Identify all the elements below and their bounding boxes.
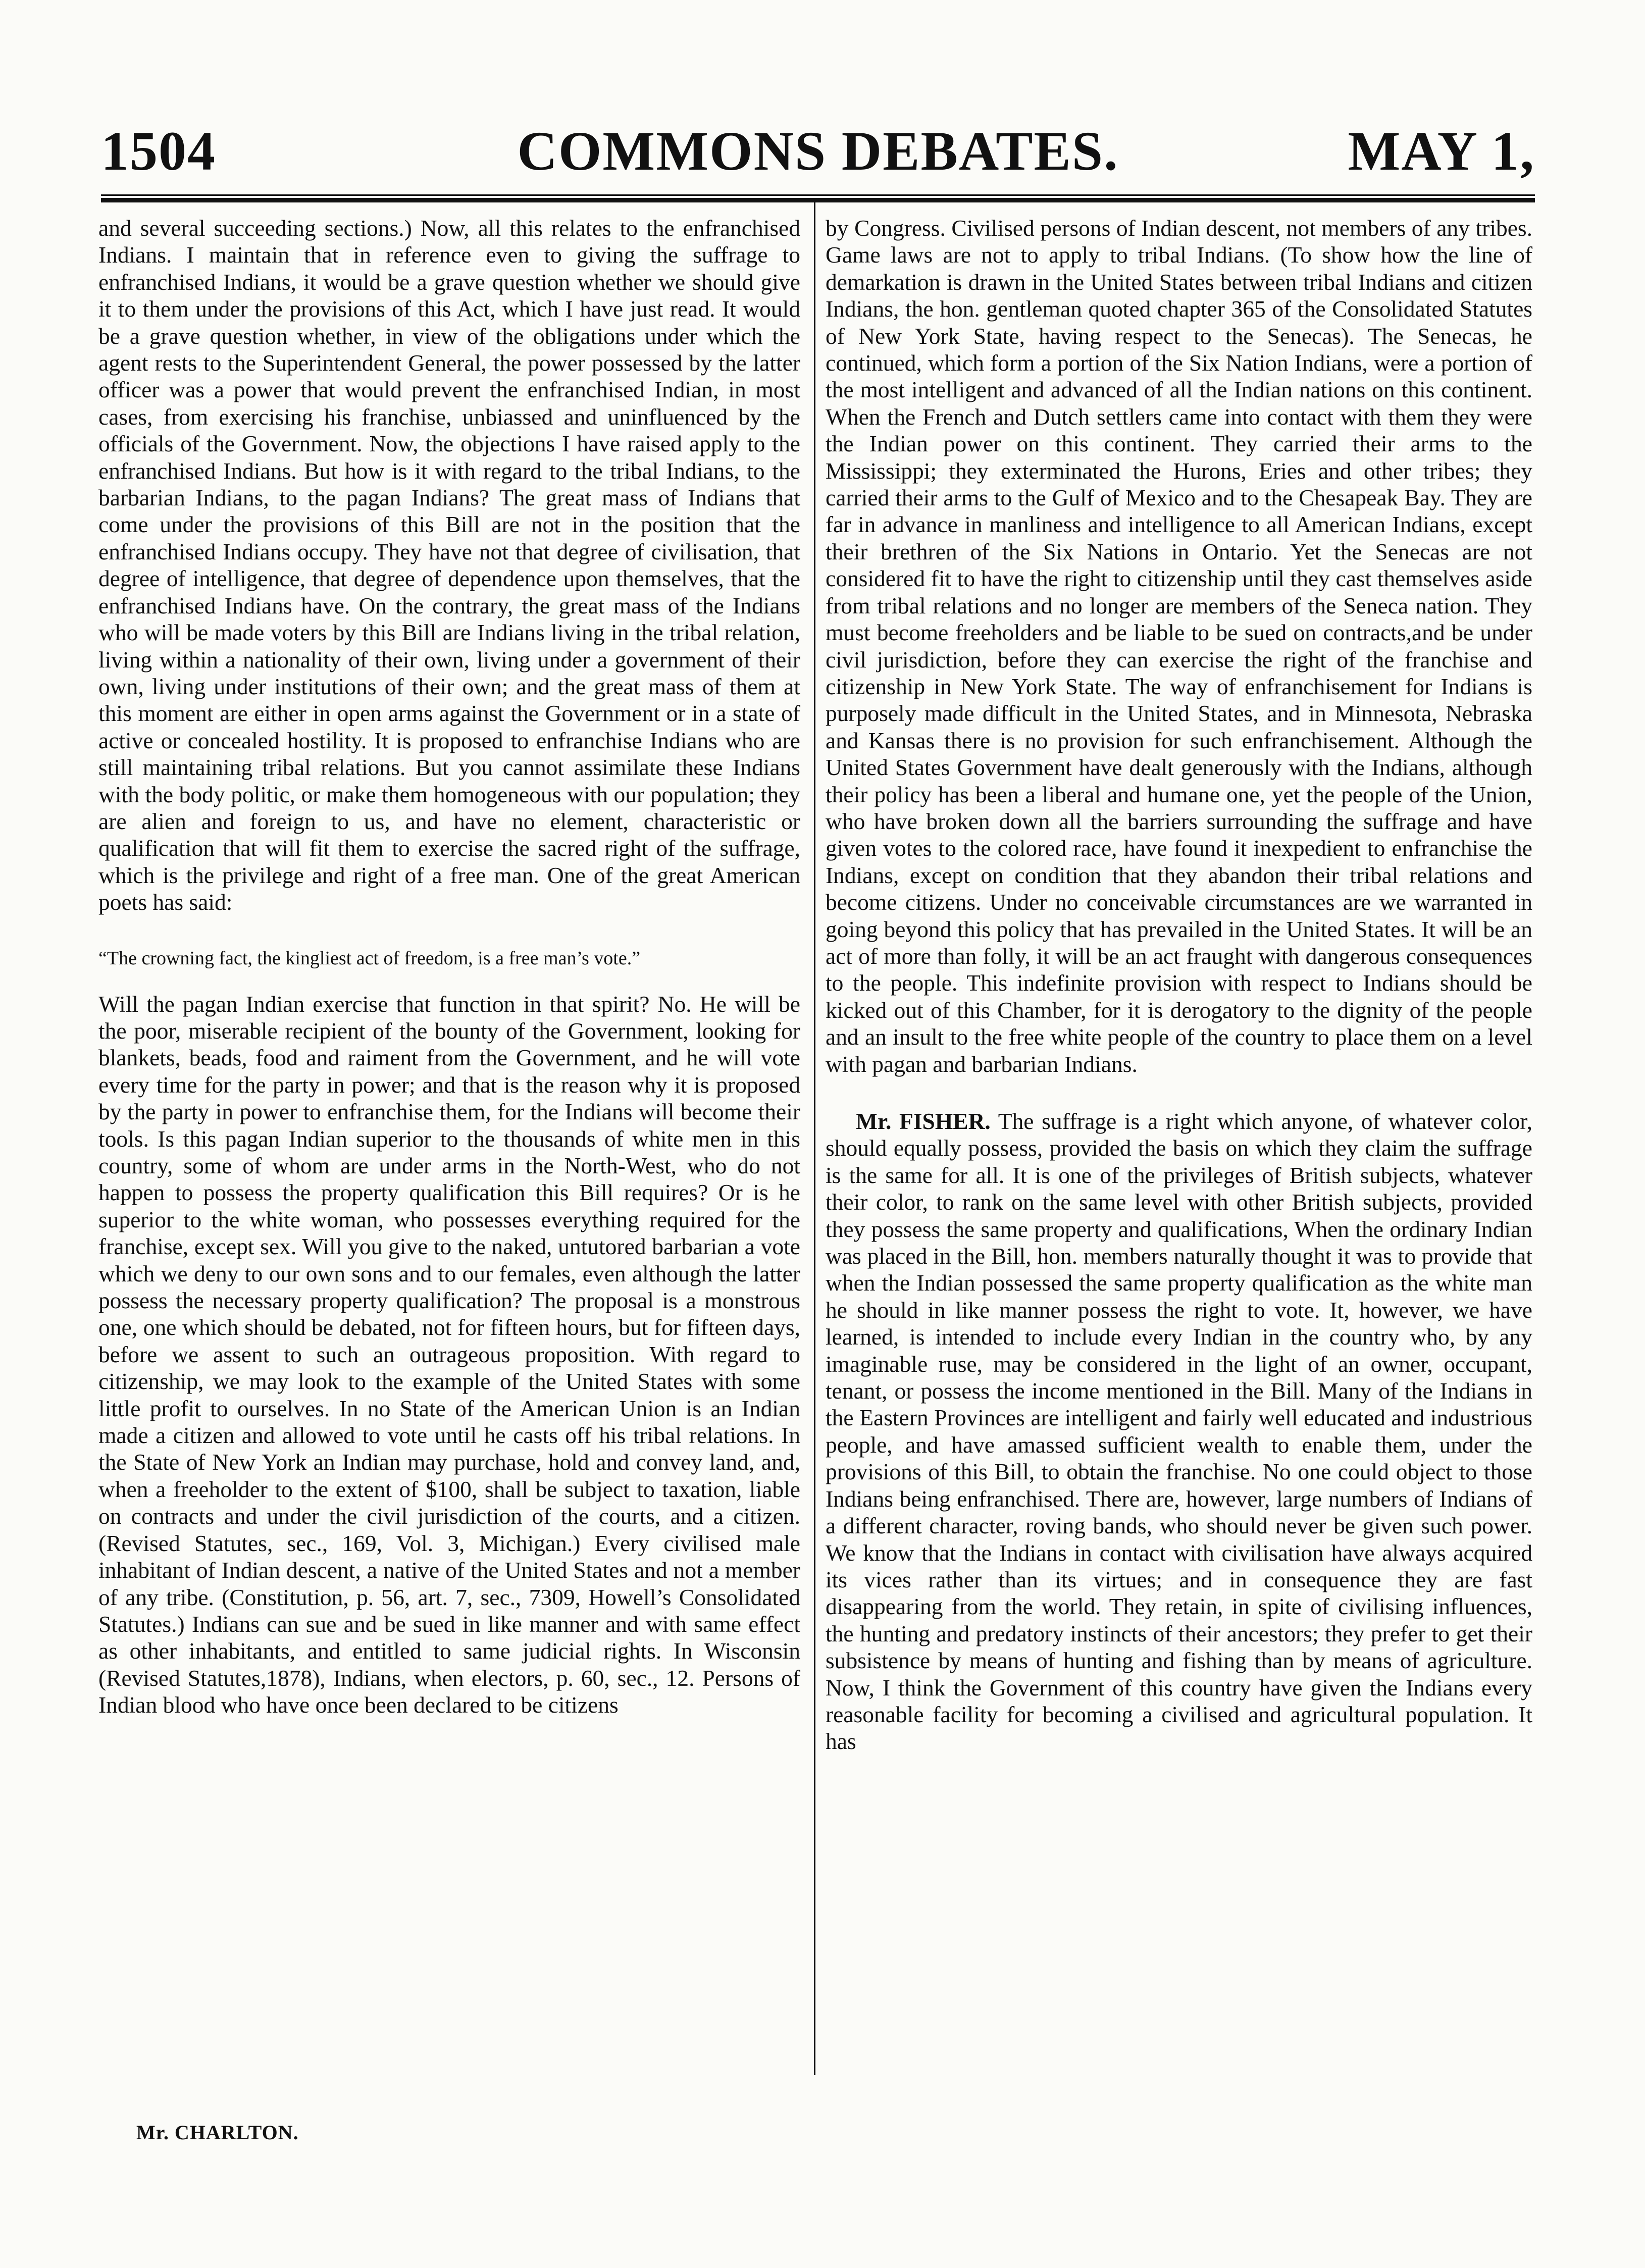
page-header	[101, 117, 1535, 185]
paragraph-gap	[826, 1077, 1532, 1108]
footer-speaker-note: Mr. CHARLTON.	[136, 2121, 299, 2144]
column-divider	[814, 202, 815, 2075]
speaker-text: The suffrage is a right which anyone, of whatever color, should equally possess, provided the basis on which they claim the suffrage is the same for all. It is one of the privileges of British subjects, whatever their color, to rank on the same level with other British subjects, provided they possess the same property and qualifications, When the ordinary Indian was placed in the Bill, hon. members naturally thought it was to provide that when the Indian possessed the same property qualification as the white man he should in like manner possess the right to vote. It, however, we have learned, is intended to include every Indian in the country who, by any imaginable ruse, may be considered in the light of an owner, occupant, tenant, or possess the income mentioned in the Bill. Many of the Indians in the Eastern Provinces are intelligent and fairly well educated and industrious people, and have amassed sufficient wealth to enable them, under the provisions of this Bill, to obtain the franchise. No one could object to those Indians being enfranchised. There are, however, large numbers of Indians of a different character, roving bands, who should never be given such power. We know that the Indians in contact with civilisation have always acquired its vices rather than its virtues; and in consequence they are fast disappearing from the world. They retain, in spite of civilising influences, the hunting and predatory instincts of their ancestors; they prefer to get their subsistence by means of hunting and fishing than by means of agriculture. Now, I think the Government of this country have given the Indians every reasonable facility for becoming a civilised and agricultural population. It has	[826, 1108, 1532, 1755]
header-rule	[101, 194, 1535, 202]
right-column	[826, 215, 1532, 1755]
right-paragraph-1: by Congress. Civilised persons of Indian descent, not members of any tribes. Game laws are not to apply to tribal Indians. (To show how the line of demarkation is drawn in the United States between tribal Indians and citizen Indians, the hon. gentleman quoted chapter 365 of the Consolidated Statutes of New York State, having respect to the Senecas). The Senecas, he continued, which form a portion of the Six Nation Indians, were a portion of the most intelligent and advanced of all the Indian nations on this continent. When the French and Dutch settlers came into contact with them they were the Indian power on this continent. They carried their arms to the Mississippi; they exterminated the Hurons, Eries and other tribes; they carried their arms to the Gulf of Mexico and to the Chesapeak Bay. They are far in advance in manliness and intelligence to all American Indians, except their brethren of the Six Nations in Ontario. Yet the Senecas are not considered fit to have the right to citizenship until they cast themselves aside from tribal relations and no longer are members of the Seneca nation. They must become freeholders and be liable to be sued on contracts,and be under civil jurisdiction, before they can exercise the right of the franchise and citizenship in New York State. The way of enfranchisement for Indians is purposely made difficult in the United States, and in Minnesota, Nebraska and Kansas there is no provision for such enfranchisement. Although the United States Government have dealt generously with the Indians, although their policy has been a liberal and humane one, yet the people of the Union, who have broken down all the barriers surrounding the suffrage and have given votes to the colored race, have found it inexpedient to enfranchise the Indians, except on condition that they abandon their tribal relations and become citizens. Under no conceivable circumstances are we warranted in going beyond this policy that has prevailed in the United States. It will be an act of more than folly, it will be an act fraught with dangerous consequences to the people. This indefinite provision with respect to Indians should be kicked out of this Chamber, for it is derogatory to the dignity of the people and an insult to the free white people of the country to place them on a level with pagan and barbarian Indians.	[826, 215, 1532, 1077]
page-title: COMMONS DEBATES.	[517, 120, 1119, 182]
left-column	[98, 215, 800, 1719]
left-paragraph-2: Will the pagan Indian exercise that function in that spirit? No. He will be the poor, miserable recipient of the bounty of the Government, looking for blankets, beads, food and raiment from the Government, and he will vote every time for the party in power; and that is the reason why it is proposed by the party in power to enfranchise them, for the Indians will become their tools. Is this pagan Indian superior to the thousands of white men in this country, some of whom are under arms in the North-West, who do not happen to possess the property qualification this Bill requires? Or is he superior to the white woman, who possesses everything required for the franchise, except sex. Will you give to the naked, untutored barbarian a vote which we deny to our own sons and to our females, even although the latter possess the necessary property qualification? The proposal is a monstrous one, one which should be debated, not for fifteen hours, but for fifteen days, before we assent to such an outrageous proposition. With regard to citizenship, we may look to the example of the United States with some little profit to ourselves. In no State of the American Union is an Indian made a citizen and allowed to vote until he casts off his tribal relations. In the State of New York an Indian may purchase, hold and convey land, and, when a freeholder to the extent of $100, shall be subject to taxation, liable on contracts and under the civil jurisdiction of the courts, and a citizen. (Revised Statutes, sec., 169, Vol. 3, Michigan.) Every civilised male inhabitant of Indian descent, a native of the United States and not a member of any tribe. (Constitution, p. 56, art. 7, sec., 7309, Howell’s Consolidated Statutes.) Indians can sue and be sued in like manner and with same effect as other inhabitants, and entitled to same judicial rights. In Wisconsin (Revised Statutes,1878), Indians, when electors, p. 60, sec., 12. Persons of Indian blood who have once been declared to be citizens	[98, 991, 800, 1718]
poetry-quote: “The crowning fact, the kingliest act of freedom, is a free man’s vote.”	[98, 947, 641, 969]
page-date: MAY 1,	[1348, 120, 1535, 182]
left-paragraph-1: and several succeeding sections.) Now, all this relates to the enfranchised Indians. I maintain that in reference even to giving the suffrage to enfranchised Indians, it would be a grave question whether we should give it to them under the provisions of this Act, which I have just read. It would be a grave question whether, in view of the obligations under which the agent rests to the Superintendent General, the power possessed by the latter officer was a power that would prevent the enfranchised Indian, in most cases, from exercising his franchise, unbiassed and uninfluenced by the officials of the Government. Now, the objections I have raised apply to the enfranchised Indians. But how is it with regard to the tribal Indians, to the barbarian Indians, to the pagan Indians? The great mass of Indians that come under the provisions of this Bill are not in the position that the enfranchised Indians occupy. They have not that degree of civilisation, that degree of intelligence, that degree of dependence upon themselves, that the enfranchised Indians have. On the contrary, the great mass of the Indians who will be made voters by this Bill are Indians living in the tribal relation, living within a nationality of their own, living under a government of their own, living under institutions of their own; and the great mass of them at this moment are either in open arms against the Government or in a state of active or concealed hostility. It is proposed to enfranchise Indians who are still maintaining tribal relations. But you cannot assimilate these Indians with the body politic, or make them homogeneous with our population; they are alien and foreign to us, and have no element, characteristic or qualification that will fit them to exercise the sacred right of the suffrage, which is the privilege and right of a free man. One of the great American poets has said:	[98, 215, 800, 915]
page-number: 1504	[101, 120, 216, 182]
right-paragraph-2	[826, 1108, 1532, 1755]
speaker-name: Mr. FISHER.	[856, 1108, 991, 1134]
